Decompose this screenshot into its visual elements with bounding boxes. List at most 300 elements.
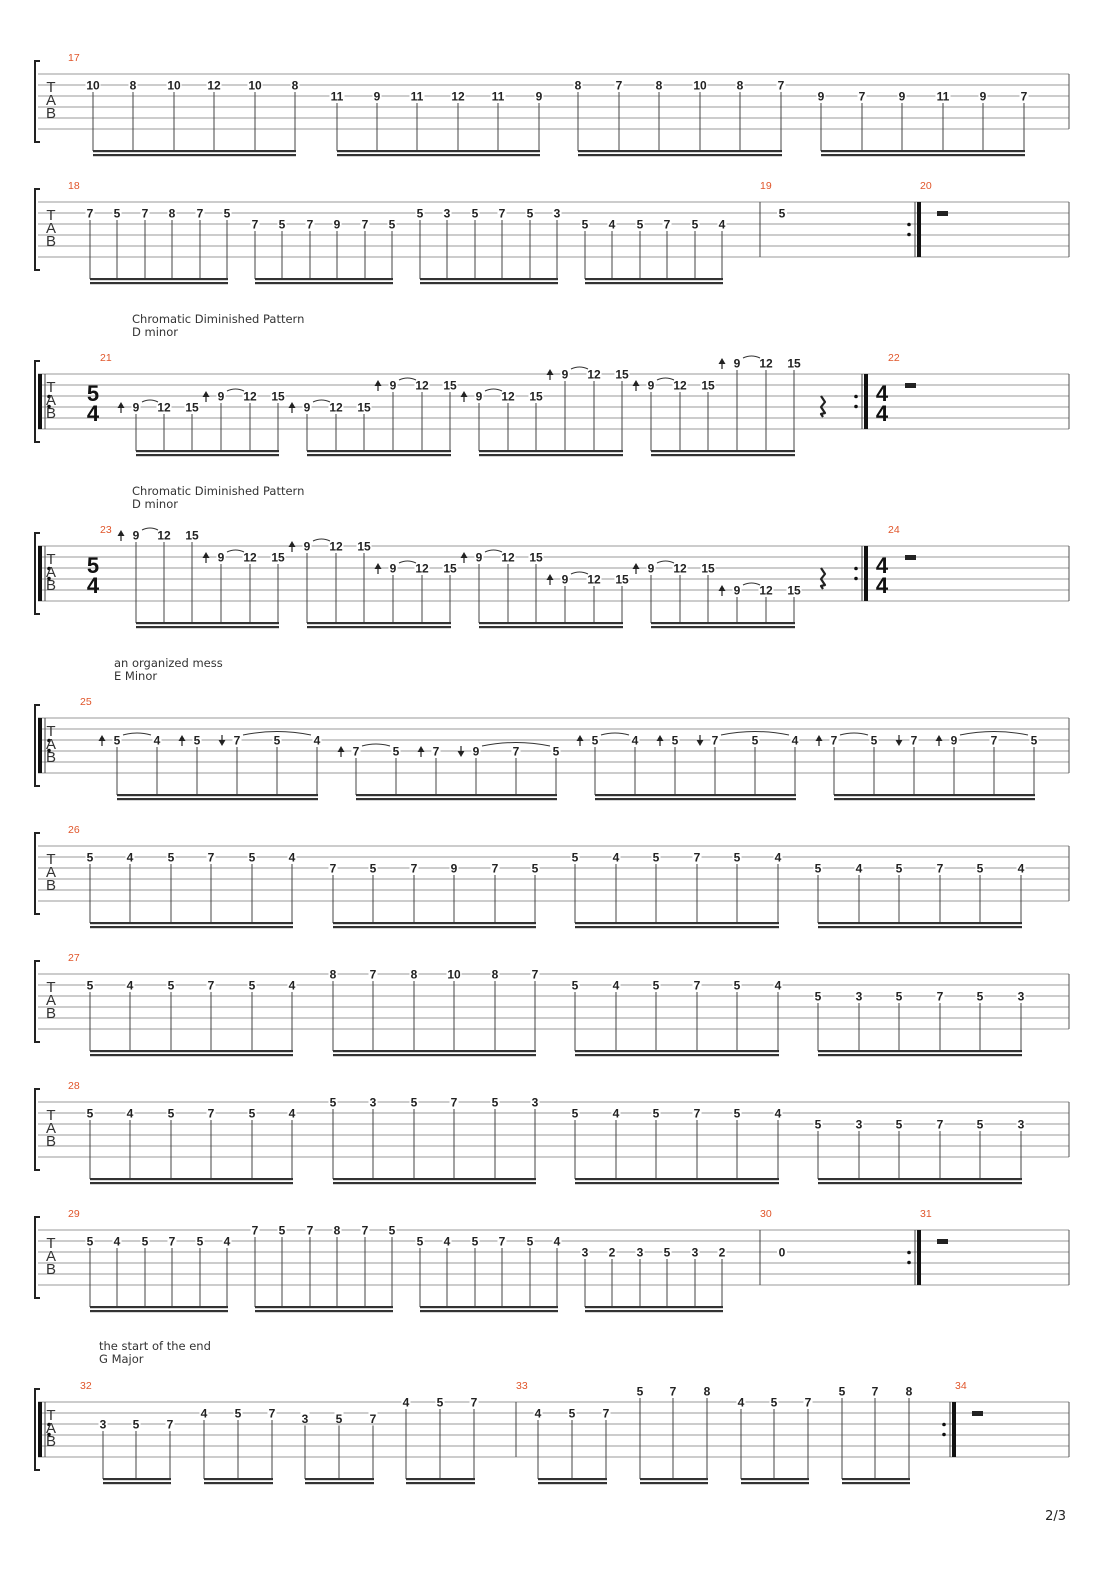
fret-number: 12 — [759, 356, 773, 371]
fret-number: 8 — [574, 78, 582, 93]
fret-number: 4 — [612, 850, 620, 865]
fret-number: 4 — [223, 1234, 231, 1249]
fret-number: 7 — [329, 861, 337, 876]
beam — [103, 1482, 171, 1484]
repeat-dot — [907, 223, 911, 227]
staff-system — [35, 1089, 1069, 1184]
fret-number: 4 — [791, 733, 799, 748]
fret-number: 5 — [568, 1406, 576, 1421]
beam — [255, 282, 393, 284]
upstroke-arrow-icon — [375, 380, 382, 386]
fret-number: 5 — [86, 978, 94, 993]
upstroke-arrow-icon — [577, 735, 584, 741]
repeat-dot — [907, 233, 911, 237]
beam — [585, 1310, 723, 1312]
fret-number: 3 — [99, 1417, 107, 1432]
fret-number: 3 — [855, 1117, 863, 1132]
upstroke-arrow-icon — [203, 391, 210, 397]
tab-clef-letter: A — [45, 992, 57, 1009]
upstroke-arrow-icon — [118, 402, 125, 408]
tab-clef-letter: T — [46, 207, 56, 224]
beam — [136, 454, 279, 456]
beam — [651, 626, 795, 628]
fret-number: 5 — [976, 861, 984, 876]
beam — [420, 1310, 558, 1312]
fret-number: 7 — [498, 206, 506, 221]
section-header — [99, 1340, 211, 1366]
fret-number: 15 — [615, 367, 629, 382]
fret-number: 3 — [855, 989, 863, 1004]
section-key: E Minor — [114, 669, 158, 683]
slur — [399, 561, 416, 563]
fret-number: 3 — [691, 1245, 699, 1260]
tab-clef-letter: T — [46, 979, 56, 996]
fret-number: 5 — [526, 206, 534, 221]
half-rest — [905, 383, 916, 388]
beam — [651, 622, 795, 624]
fret-number: 7 — [830, 733, 838, 748]
fret-number: 4 — [608, 217, 616, 232]
fret-number: 7 — [693, 1106, 701, 1121]
fret-number: 5 — [671, 733, 679, 748]
fret-number: 12 — [207, 78, 221, 93]
staff-system — [35, 961, 1069, 1056]
fret-number: 12 — [157, 400, 171, 415]
section-header — [132, 485, 304, 511]
fret-number: 5 — [471, 1234, 479, 1249]
fret-number: 4 — [313, 733, 321, 748]
fret-number: 3 — [636, 1245, 644, 1260]
fret-number: 5 — [234, 1406, 242, 1421]
beam — [90, 1182, 293, 1184]
note-group — [814, 990, 1026, 1051]
fret-number: 5 — [652, 850, 660, 865]
repeat-end-thick — [864, 374, 868, 429]
beam — [307, 626, 451, 628]
beam — [136, 622, 279, 624]
measure-number: 27 — [68, 952, 80, 964]
beam — [255, 1310, 393, 1312]
fret-number: 5 — [571, 978, 579, 993]
beam — [117, 794, 318, 796]
fret-number: 5 — [751, 733, 759, 748]
fret-number: 7 — [207, 978, 215, 993]
fret-number: 15 — [787, 583, 801, 598]
fret-number: 12 — [759, 583, 773, 598]
staff-system — [35, 833, 1069, 928]
repeat-start-thick — [38, 718, 42, 773]
fret-number: 4 — [612, 978, 620, 993]
fret-number: 7 — [1020, 89, 1028, 104]
note-group — [816, 732, 1039, 796]
fret-number: 3 — [301, 1412, 309, 1426]
beam — [93, 150, 296, 152]
fret-number: 4 — [288, 978, 296, 993]
repeat-dot — [942, 1423, 946, 1427]
beam — [595, 794, 796, 796]
note-group — [86, 207, 232, 279]
upstroke-arrow-icon — [375, 563, 382, 569]
tab-clef-letter: A — [45, 220, 57, 237]
fret-number: 5 — [778, 206, 786, 221]
fret-number: 7 — [804, 1395, 812, 1410]
staff-system — [35, 1385, 1069, 1484]
fret-number: 5 — [814, 861, 822, 876]
fret-number: 5 — [278, 217, 286, 232]
fret-number: 4 — [855, 861, 863, 876]
fret-number: 5 — [895, 1117, 903, 1132]
staff-system — [35, 528, 1069, 628]
beam — [479, 626, 623, 628]
slur — [227, 550, 244, 552]
fret-number: 7 — [410, 861, 418, 876]
fret-number: 7 — [251, 1223, 259, 1238]
note-group — [571, 1107, 783, 1179]
beam — [578, 154, 782, 156]
system-bracket — [35, 61, 40, 142]
tab-clef-letter: B — [45, 749, 57, 766]
fret-number: 5 — [416, 206, 424, 221]
fret-number: 4 — [553, 1234, 561, 1249]
measure-number: 22 — [888, 352, 900, 364]
downstroke-arrow-icon — [458, 751, 465, 757]
fret-number: 9 — [132, 528, 140, 543]
beam — [821, 154, 1025, 156]
slur — [657, 561, 674, 563]
fret-number: 7 — [207, 850, 215, 865]
upstroke-arrow-icon — [547, 574, 554, 580]
repeat-dot — [907, 1251, 911, 1255]
beam — [90, 278, 228, 280]
fret-number: 11 — [936, 89, 950, 104]
fret-number: 5 — [273, 733, 281, 748]
fret-number: 4 — [200, 1406, 208, 1421]
section-title: the start of the end — [99, 1339, 211, 1353]
section-key: D minor — [132, 497, 178, 511]
section-title: an organized mess — [114, 656, 223, 670]
beam — [136, 450, 279, 452]
fret-number: 9 — [472, 744, 480, 759]
note-group — [416, 207, 562, 279]
beam — [479, 622, 623, 624]
fret-number: 7 — [361, 1223, 369, 1238]
fret-number: 7 — [711, 733, 719, 748]
fret-number: 5 — [416, 1234, 424, 1249]
slur — [571, 367, 588, 369]
fret-number: 4 — [718, 217, 726, 232]
fret-number: 7 — [233, 733, 241, 748]
fret-number: 12 — [329, 400, 343, 415]
fret-number: 2 — [718, 1245, 726, 1260]
fret-number: 5 — [581, 217, 589, 232]
note-group — [814, 1118, 1026, 1179]
staff-system — [35, 189, 1069, 284]
fret-number: 5 — [591, 733, 599, 748]
upstroke-arrow-icon — [547, 369, 554, 375]
beam — [255, 1306, 393, 1308]
upstroke-arrow-icon — [289, 541, 296, 547]
fret-number: 7 — [990, 733, 998, 748]
beam — [818, 926, 1022, 928]
fret-number: 5 — [86, 1106, 94, 1121]
fret-number: 5 — [636, 217, 644, 232]
fret-number: 9 — [475, 389, 483, 404]
tab-clef-letter: B — [45, 1133, 57, 1150]
downstroke-arrow-icon — [219, 740, 226, 746]
fret-number: 9 — [373, 89, 381, 104]
fret-number: 8 — [703, 1384, 711, 1399]
tab-clef-letter: T — [46, 551, 56, 568]
fret-number: 9 — [389, 378, 397, 393]
fret-number: 11 — [491, 89, 505, 104]
tab-clef-letter: B — [45, 405, 57, 422]
fret-number: 12 — [451, 89, 465, 104]
measure-number: 28 — [68, 1080, 80, 1092]
slur — [123, 733, 151, 735]
beam — [741, 1478, 809, 1480]
fret-number: 15 — [701, 378, 715, 393]
fret-number: 9 — [389, 561, 397, 576]
time-signature-top: 4 — [875, 381, 889, 406]
note-group — [571, 851, 783, 923]
fret-number: 4 — [774, 978, 782, 993]
fret-number: 15 — [701, 561, 715, 576]
tab-clef-letter: T — [46, 1235, 56, 1252]
fret-number: 5 — [141, 1234, 149, 1249]
fret-number: 9 — [303, 539, 311, 554]
fret-number: 8 — [491, 967, 499, 982]
fret-number: 5 — [223, 206, 231, 221]
slur — [399, 378, 416, 380]
upstroke-arrow-icon — [289, 402, 296, 408]
fret-number: 7 — [491, 861, 499, 876]
fret-number: 4 — [126, 1106, 134, 1121]
fret-number: 7 — [306, 1223, 314, 1238]
beam — [640, 1482, 708, 1484]
downstroke-arrow-icon — [697, 740, 704, 746]
fret-number: 7 — [531, 967, 539, 982]
beam — [575, 926, 779, 928]
beam — [90, 1306, 228, 1308]
fret-number: 5 — [132, 1417, 140, 1432]
repeat-dot — [907, 1261, 911, 1265]
tab-clef-letter: B — [45, 577, 57, 594]
fret-number: 12 — [415, 561, 429, 576]
beam — [585, 282, 723, 284]
fret-number: 15 — [529, 550, 543, 565]
tab-clef-letter: B — [45, 105, 57, 122]
fret-number: 7 — [369, 1412, 377, 1426]
fret-number: 4 — [113, 1234, 121, 1249]
fret-number: 5 — [733, 1106, 741, 1121]
note-group — [581, 1246, 727, 1307]
upstroke-arrow-icon — [338, 746, 345, 752]
repeat-dot — [854, 567, 858, 571]
beam — [204, 1478, 273, 1480]
beam — [307, 450, 451, 452]
tab-clef-letter: A — [45, 564, 57, 581]
fret-number: 9 — [979, 89, 987, 104]
beam — [103, 1478, 171, 1480]
upstroke-arrow-icon — [461, 552, 468, 558]
beam — [333, 1178, 536, 1180]
measure-number: 18 — [68, 180, 80, 192]
note-group — [86, 851, 297, 923]
fret-number: 9 — [333, 217, 341, 232]
beam — [818, 922, 1022, 924]
fret-number: 9 — [950, 733, 958, 748]
fret-number: 11 — [330, 89, 344, 104]
fret-number: 4 — [612, 1106, 620, 1121]
tab-clef-letter: A — [45, 1420, 57, 1437]
beam — [818, 1178, 1022, 1180]
repeat-start-thick — [38, 1402, 42, 1457]
fret-number: 10 — [167, 78, 181, 93]
beam — [255, 278, 393, 280]
note-group — [817, 90, 1029, 151]
fret-number: 5 — [410, 1095, 418, 1110]
beam — [90, 1310, 228, 1312]
note-group — [581, 218, 727, 279]
note-group — [329, 968, 540, 1051]
half-rest — [937, 1239, 948, 1244]
fret-number: 5 — [248, 1106, 256, 1121]
fret-number: 5 — [335, 1412, 343, 1426]
beam — [479, 450, 623, 452]
fret-number: 5 — [870, 733, 878, 748]
fret-number: 9 — [647, 378, 655, 393]
fret-number: 4 — [534, 1406, 542, 1421]
fret-number: 5 — [814, 989, 822, 1004]
fret-number: 7 — [936, 1117, 944, 1132]
beam — [90, 1178, 293, 1180]
beam — [420, 282, 558, 284]
slur — [657, 378, 674, 380]
fret-number: 3 — [1017, 989, 1025, 1004]
fret-number: 9 — [450, 861, 458, 876]
beam — [420, 278, 558, 280]
slur — [743, 356, 760, 358]
tab-clef-letter: A — [45, 736, 57, 753]
time-signature-bottom: 4 — [875, 573, 889, 598]
beam — [90, 922, 293, 924]
fret-number: 9 — [647, 561, 655, 576]
fret-number: 9 — [132, 400, 140, 415]
repeat-start-thick — [38, 546, 42, 601]
measure-number: 20 — [920, 180, 932, 192]
fret-number: 8 — [410, 967, 418, 982]
note-group — [330, 90, 544, 151]
fret-number: 4 — [153, 733, 161, 748]
fret-number: 4 — [126, 850, 134, 865]
time-signature-top: 4 — [875, 553, 889, 578]
fret-number: 15 — [271, 389, 285, 404]
fret-number: 3 — [531, 1095, 539, 1110]
fret-number: 7 — [693, 850, 701, 865]
fret-number: 5 — [976, 989, 984, 1004]
fret-number: 3 — [443, 206, 451, 221]
fret-number: 7 — [86, 206, 94, 221]
beam — [93, 154, 296, 156]
tab-clef-letter: T — [46, 79, 56, 96]
measure-number: 17 — [68, 52, 80, 64]
page-number: 2/3 — [1045, 1509, 1066, 1524]
fret-number: 7 — [858, 89, 866, 104]
fret-number: 8 — [736, 78, 744, 93]
fret-number: 5 — [392, 744, 400, 759]
note-group — [329, 1096, 540, 1179]
fret-number: 5 — [976, 1117, 984, 1132]
beam — [333, 1054, 536, 1056]
time-signature-top: 5 — [86, 381, 100, 406]
note-group — [251, 1224, 397, 1307]
beam — [640, 1478, 708, 1480]
beam — [90, 926, 293, 928]
upstroke-arrow-icon — [719, 585, 726, 591]
beam — [834, 798, 1035, 800]
beam — [337, 154, 540, 156]
slur — [142, 528, 158, 530]
beam — [333, 922, 536, 924]
fret-number: 7 — [361, 217, 369, 232]
fret-number: 9 — [217, 389, 225, 404]
fret-number: 9 — [475, 550, 483, 565]
section-title: Chromatic Diminished Pattern — [132, 312, 305, 326]
repeat-end-thick — [917, 202, 921, 257]
fret-number: 12 — [673, 561, 687, 576]
beam — [575, 1054, 779, 1056]
note-group — [329, 862, 540, 923]
beam — [406, 1478, 475, 1480]
beam — [356, 798, 557, 800]
fret-number: 5 — [652, 978, 660, 993]
slur — [362, 744, 390, 746]
fret-number: 15 — [357, 539, 371, 554]
fret-number: 12 — [243, 389, 257, 404]
fret-number: 11 — [410, 89, 424, 104]
fret-number: 5 — [388, 217, 396, 232]
upstroke-arrow-icon — [179, 735, 186, 741]
fret-number: 7 — [306, 217, 314, 232]
beam — [307, 622, 451, 624]
system-bracket — [35, 961, 40, 1042]
fret-number: 5 — [369, 861, 377, 876]
time-signature-top: 5 — [86, 553, 100, 578]
tab-clef-letter: T — [46, 723, 56, 740]
tab-clef-letter: B — [45, 1005, 57, 1022]
beam — [651, 450, 795, 452]
repeat-start-thick — [38, 374, 42, 429]
repeat-dot — [854, 405, 858, 409]
fret-number: 5 — [196, 1234, 204, 1249]
fret-number: 8 — [333, 1223, 341, 1238]
beam — [842, 1478, 910, 1480]
half-rest — [972, 1411, 983, 1416]
note-group — [416, 1235, 562, 1307]
fret-number: 9 — [217, 550, 225, 565]
fret-number: 5 — [663, 1245, 671, 1260]
fret-number: 7 — [168, 1234, 176, 1249]
beam — [575, 1050, 779, 1052]
fret-number: 5 — [167, 850, 175, 865]
fret-number: 7 — [141, 206, 149, 221]
fret-number: 5 — [895, 861, 903, 876]
fret-number: 4 — [1017, 861, 1025, 876]
upstroke-arrow-icon — [633, 563, 640, 569]
repeat-end-thick — [864, 546, 868, 601]
repeat-dot — [854, 395, 858, 399]
upstroke-arrow-icon — [99, 735, 106, 741]
